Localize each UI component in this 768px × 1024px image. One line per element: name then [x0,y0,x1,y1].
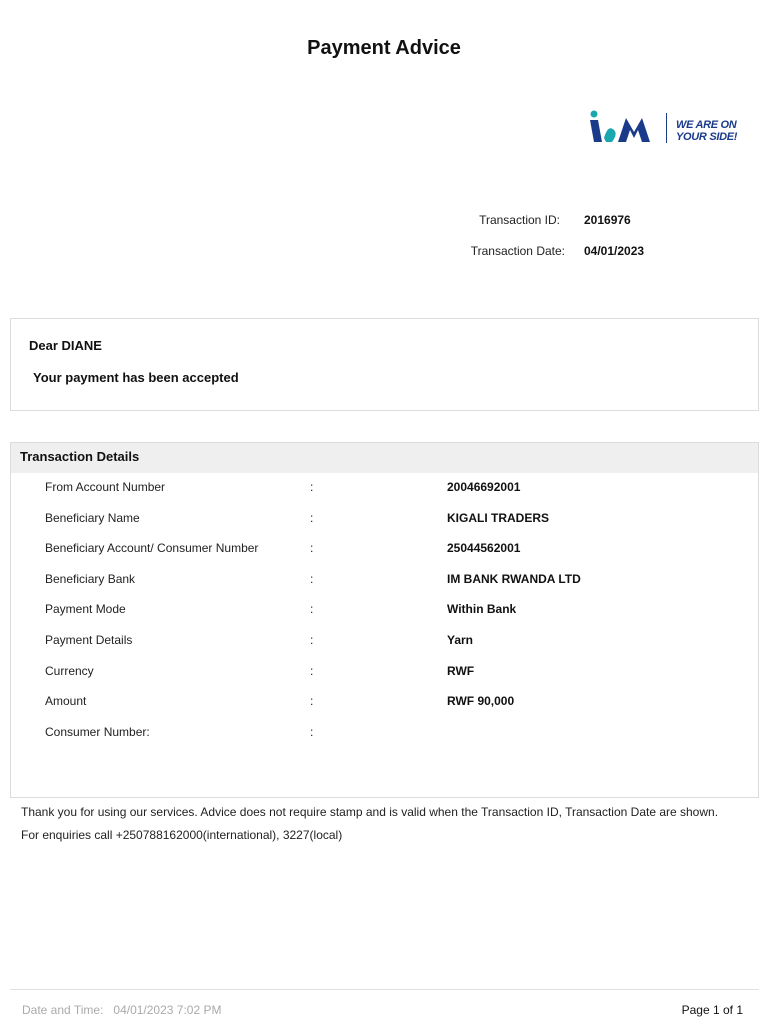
transaction-id-label: Transaction ID: [479,213,560,227]
transaction-date-label: Transaction Date: [470,244,565,258]
detail-label: Payment Mode [45,602,126,616]
transaction-id-value: 2016976 [584,213,631,227]
detail-label: Beneficiary Account/ Consumer Number [45,541,259,555]
detail-value: 20046692001 [447,480,521,494]
greeting-dear: Dear DIANE [29,338,102,353]
logo-tagline [676,119,737,143]
detail-label: From Account Number [45,480,166,494]
detail-value: RWF [447,664,475,678]
detail-label: Amount [45,694,87,708]
footer-page-number: Page 1 of 1 [681,1003,743,1017]
detail-separator: : [310,572,314,586]
footer-datetime-label: Date and Time: [22,1003,104,1017]
im-logo-mark-icon [588,108,668,148]
detail-separator: : [310,694,314,708]
detail-label: Consumer Number: [45,725,150,739]
transaction-details-header [10,442,759,473]
transaction-date-value: 04/01/2023 [584,244,645,258]
detail-row [11,694,760,714]
detail-label: Beneficiary Name [45,511,140,525]
logo-tagline-line2: YOUR SIDE! [676,131,738,143]
detail-row [11,725,760,745]
detail-separator: : [310,664,314,678]
footer-divider [10,989,759,990]
detail-row [11,602,760,622]
detail-value: KIGALI TRADERS [447,511,549,525]
detail-separator: : [310,633,314,647]
detail-row [11,541,760,561]
detail-separator: : [310,602,314,616]
detail-separator: : [310,480,314,494]
detail-row [11,633,760,653]
detail-row [11,664,760,684]
detail-label: Beneficiary Bank [45,572,136,586]
footer-datetime [22,1003,221,1017]
logo-tagline-line1: WE ARE ON [676,119,737,131]
transaction-details-table [10,473,759,798]
detail-value: RWF 90,000 [447,694,515,708]
transaction-details-title: Transaction Details [20,449,140,464]
detail-value: Within Bank [447,602,517,616]
detail-value: Yarn [447,633,474,647]
page-title: Payment Advice [307,37,461,59]
detail-row [11,572,760,592]
detail-separator: : [310,541,314,555]
detail-separator: : [310,511,314,525]
detail-row [11,511,760,531]
validity-note: Thank you for using our services. Advice does not require stamp and is valid when the Transaction ID, Transaction Date are shown. [21,805,719,819]
detail-value: IM BANK RWANDA LTD [447,572,581,586]
greeting-message: Your payment has been accepted [33,370,239,385]
greeting-box [10,318,759,411]
detail-label: Currency [45,664,94,678]
detail-separator: : [310,725,314,739]
detail-value: 25044562001 [447,541,521,555]
detail-label: Payment Details [45,633,133,647]
logo-divider [666,113,667,143]
bank-logo [588,108,748,148]
footer-datetime-value: 04/01/2023 7:02 PM [113,1003,222,1017]
enquiries-note: For enquiries call +250788162000(international), 3227(local) [21,828,343,842]
detail-row [11,480,760,500]
